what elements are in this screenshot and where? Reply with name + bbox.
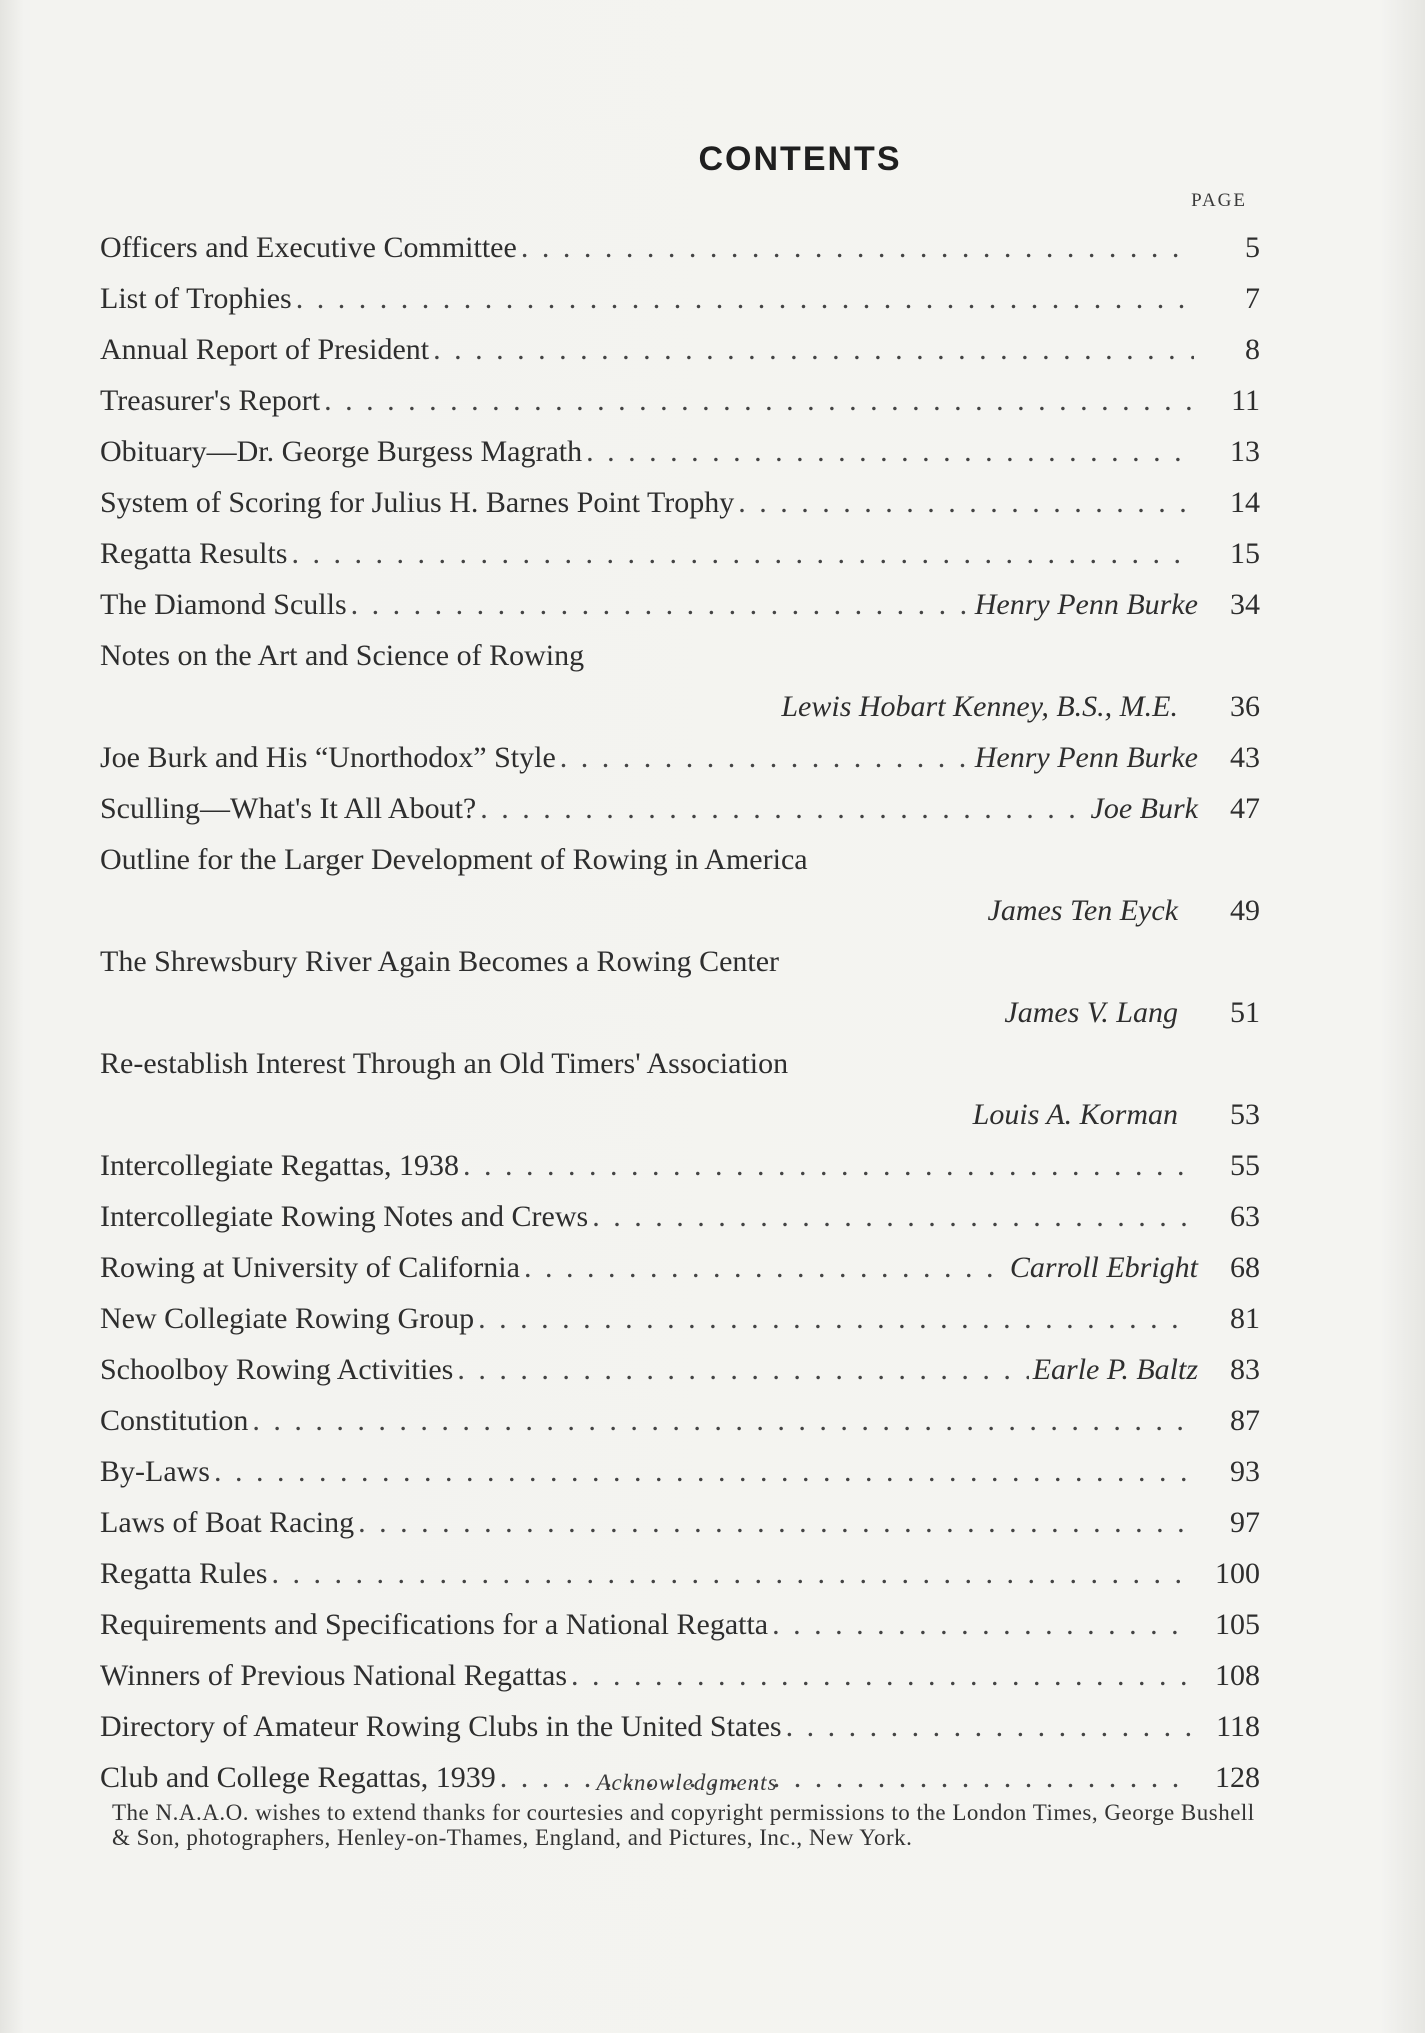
table-of-contents (100, 222, 1260, 1803)
toc-entry-title: Outline for the Larger Development of Rowing in America (100, 843, 808, 876)
toc-entry-page: 5 (1245, 231, 1260, 264)
toc-dot-leader (772, 1599, 1194, 1650)
toc-entry-title: List of Trophies (100, 282, 292, 315)
toc-entry (100, 834, 1260, 936)
toc-entry-title: Notes on the Art and Science of Rowing (100, 639, 585, 672)
toc-dot-leader (738, 477, 1194, 528)
toc-entry-title: Obituary—Dr. George Burgess Magrath (100, 435, 583, 468)
toc-dot-leader (524, 1242, 1006, 1293)
toc-dot-leader (586, 426, 1194, 477)
toc-entry-page: 43 (1230, 741, 1260, 774)
toc-entry-title: By-Laws (100, 1455, 210, 1488)
toc-entry-page: 53 (1230, 1098, 1260, 1131)
toc-entry-title: Winners of Previous National Regattas (100, 1659, 568, 1692)
toc-entry-page: 7 (1245, 282, 1260, 315)
toc-entry-title: Regatta Results (100, 537, 288, 570)
toc-entry-title: Rowing at University of California (100, 1251, 520, 1284)
toc-entry-page: 118 (1216, 1710, 1260, 1743)
toc-entry-page: 100 (1215, 1557, 1260, 1590)
toc-entry-page: 11 (1231, 384, 1260, 417)
toc-entry-title: Requirements and Specifications for a National Regatta (100, 1608, 769, 1641)
toc-entry (100, 1548, 1260, 1599)
toc-entry-author: James Ten Eyck (987, 894, 1178, 927)
toc-entry-title: The Diamond Sculls (100, 588, 347, 621)
toc-entry-page: 15 (1230, 537, 1260, 570)
toc-entry (100, 1497, 1260, 1548)
toc-entry (100, 579, 1260, 630)
toc-dot-leader (521, 222, 1194, 273)
toc-entry-title: Treasurer's Report (100, 384, 321, 417)
toc-entry (100, 936, 1260, 1038)
toc-dot-leader (592, 1191, 1194, 1242)
toc-entry-page: 68 (1230, 1251, 1260, 1284)
toc-entry-author: Henry Penn Burke (974, 741, 1198, 774)
toc-dot-leader (296, 273, 1194, 324)
toc-dot-leader (214, 1446, 1194, 1497)
toc-dot-leader (271, 1548, 1194, 1599)
toc-entry (100, 1038, 1260, 1140)
toc-entry (100, 1191, 1260, 1242)
toc-entry-page: 108 (1215, 1659, 1260, 1692)
toc-entry-title: Officers and Executive Committee (100, 231, 517, 264)
acknowledgments-text: The N.A.A.O. wishes to extend thanks for courtesies and copyright permissions to the London Times, George Bushell & Son, photographers, Henley-on-Thames, England, and Pictures, Inc., New York. (112, 1800, 1255, 1850)
toc-entry-page: 81 (1230, 1302, 1260, 1335)
toc-entry (100, 783, 1260, 834)
toc-entry (100, 477, 1260, 528)
toc-entry-page: 36 (1230, 690, 1260, 723)
toc-dot-leader (252, 1395, 1194, 1446)
toc-entry-title: Intercollegiate Regattas, 1938 (100, 1149, 460, 1182)
toc-entry-author: James V. Lang (1004, 996, 1178, 1029)
toc-entry (100, 426, 1260, 477)
toc-entry-page: 34 (1230, 588, 1260, 621)
toc-entry-page: 13 (1230, 435, 1260, 468)
toc-entry-page: 49 (1230, 894, 1260, 927)
toc-entry (100, 732, 1260, 783)
page-title: CONTENTS (698, 140, 902, 178)
toc-entry-page: 105 (1215, 1608, 1260, 1641)
toc-dot-leader (351, 579, 971, 630)
toc-dot-leader (433, 324, 1194, 375)
toc-dot-leader (324, 375, 1194, 426)
toc-entry (100, 1395, 1260, 1446)
toc-entry-title: Re-establish Interest Through an Old Timers' Association (100, 1047, 789, 1080)
toc-dot-leader (786, 1701, 1194, 1752)
toc-entry-title: Constitution (100, 1404, 249, 1437)
toc-entry-page: 97 (1230, 1506, 1260, 1539)
toc-entry-page: 128 (1215, 1761, 1260, 1794)
toc-entry-title: Intercollegiate Rowing Notes and Crews (100, 1200, 589, 1233)
toc-entry (100, 1140, 1260, 1191)
toc-entry (100, 1650, 1260, 1701)
toc-dot-leader (480, 783, 1086, 834)
toc-entry-page: 63 (1230, 1200, 1260, 1233)
toc-entry-title: The Shrewsbury River Again Becomes a Rowing Center (100, 945, 780, 978)
toc-dot-leader (358, 1497, 1194, 1548)
toc-dot-leader (457, 1344, 1028, 1395)
toc-entry (100, 1701, 1260, 1752)
toc-entry-page: 8 (1245, 333, 1260, 366)
toc-entry-page: 51 (1230, 996, 1260, 1029)
toc-dot-leader (463, 1140, 1194, 1191)
toc-entry-author: Carroll Ebright (1009, 1251, 1198, 1284)
acknowledgments-section (112, 1770, 1262, 1850)
toc-dot-leader (291, 528, 1194, 579)
toc-entry-page: 14 (1230, 486, 1260, 519)
toc-entry-title: Laws of Boat Racing (100, 1506, 355, 1539)
toc-entry-title: Regatta Rules (100, 1557, 268, 1590)
toc-entry (100, 273, 1260, 324)
toc-entry-author: Joe Burk (1090, 792, 1198, 825)
toc-entry-title: Joe Burk and His “Unorthodox” Style (100, 741, 556, 774)
toc-dot-leader (560, 732, 971, 783)
toc-entry-page: 87 (1230, 1404, 1260, 1437)
acknowledgments-heading: Acknowledgments (596, 1770, 778, 1795)
toc-entry-author: Earle P. Baltz (1032, 1353, 1198, 1386)
toc-dot-leader (571, 1650, 1194, 1701)
toc-entry (100, 1446, 1260, 1497)
toc-entry (100, 375, 1260, 426)
toc-entry-title: New Collegiate Rowing Group (100, 1302, 475, 1335)
toc-entry-title: Directory of Amateur Rowing Clubs in the United States (100, 1710, 782, 1743)
toc-entry-title: Schoolboy Rowing Activities (100, 1353, 454, 1386)
toc-dot-leader (478, 1293, 1194, 1344)
toc-entry-author: Lewis Hobart Kenney, B.S., M.E. (781, 690, 1178, 723)
toc-entry-title: Annual Report of President (100, 333, 430, 366)
toc-entry-author: Henry Penn Burke (974, 588, 1198, 621)
toc-entry (100, 1293, 1260, 1344)
page-column-label: PAGE (1191, 190, 1247, 211)
toc-entry-page: 83 (1230, 1353, 1260, 1386)
toc-entry (100, 1599, 1260, 1650)
toc-entry (100, 324, 1260, 375)
toc-entry-title: Sculling—What's It All About? (100, 792, 477, 825)
toc-entry-page: 55 (1230, 1149, 1260, 1182)
toc-entry (100, 528, 1260, 579)
toc-entry-title: Club and College Regattas, 1939 (100, 1761, 496, 1794)
toc-entry-author: Louis A. Korman (972, 1098, 1178, 1131)
toc-entry-title: System of Scoring for Julius H. Barnes Point Trophy (100, 486, 735, 519)
toc-entry (100, 1344, 1260, 1395)
toc-entry (100, 630, 1260, 732)
toc-entry-page: 93 (1230, 1455, 1260, 1488)
toc-entry (100, 222, 1260, 273)
toc-entry-page: 47 (1230, 792, 1260, 825)
toc-entry (100, 1242, 1260, 1293)
